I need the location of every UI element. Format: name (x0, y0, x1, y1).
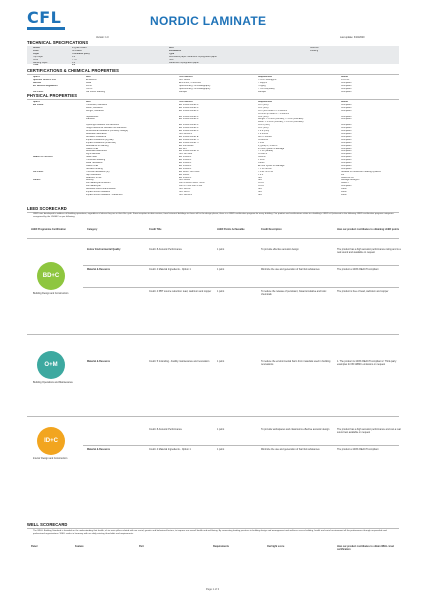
table-cell: Formaldehyde emission (86, 182, 111, 185)
table-cell: Test method (179, 76, 193, 78)
table-cell: Abrasion resistance (86, 135, 107, 138)
table-cell: Reach UF-40-0411 (33, 156, 53, 159)
table-cell: 18dB (341, 191, 347, 194)
table-cell: ≥4000 (258, 162, 265, 165)
table-cell: Squareness (86, 115, 99, 118)
divider (27, 99, 399, 100)
table-cell: < ± 14 N/mm² (258, 167, 272, 170)
table-cell: 0.2 (72, 61, 76, 64)
table-cell: N/A (258, 179, 262, 182)
table-cell: The product has a high acoustic performance and can a real sound test available on request (337, 428, 401, 435)
table-cell: Impact sound insulation (86, 191, 111, 194)
section-physical-properties: PHYSICAL PROPERTIES (27, 93, 78, 98)
table-cell: ±0.5 (mm) (258, 103, 269, 106)
table-cell: Compliant (341, 164, 352, 167)
section-leed-scorecard: LEED SCORECARD (27, 206, 67, 211)
table-cell: Compliant (341, 135, 352, 138)
table-cell: Backing Layer (33, 61, 48, 64)
table-cell: EN 13329 Annex A (179, 106, 199, 109)
table-cell: < ± 14 (Grade) (258, 150, 273, 153)
table-cell: The product has a high acoustic performance rating and is a real sound and available on request (337, 248, 401, 255)
table-cell: EN 13329 Annex A (179, 124, 199, 127)
table-cell: HDF (169, 58, 174, 61)
table-cell: To reduce the environmental harm from materials used in building renovations (261, 360, 331, 367)
table-cell: Compliant (341, 115, 352, 118)
table-cell: 1 point (217, 248, 225, 251)
table-cell: Class 1 (341, 182, 349, 185)
leed-badge-icon: ID+C (37, 427, 65, 455)
table-cell: Material & Resource (87, 268, 110, 271)
table-cell: EN 13329 Annex A (179, 109, 199, 112)
section-well-scorecard: WELL SCORECARD (27, 522, 68, 527)
table-cell: Compliant (341, 103, 352, 106)
table-cell: EU REACH Regulation (33, 84, 58, 87)
table-cell: Compliant (341, 144, 352, 147)
table-cell: EL 000 cycles no damage (258, 164, 285, 167)
table-cell: Spectrometry, chromatography (179, 87, 211, 90)
table-cell: 8.0 (72, 64, 76, 67)
table-cell: 1 point (217, 360, 225, 363)
table-cell: Decorative paper melamine impregnated paper (169, 55, 218, 58)
table-cell: Compliant (341, 132, 352, 135)
table-cell: Credit: 5 In-Ending - Facility maintenance and renovation (149, 360, 210, 363)
table-cell: Compliant (341, 141, 352, 144)
table-cell: PAHs (86, 84, 92, 87)
table-cell: Credit: 4 PBT source reduction: lead, cadmium and copper (149, 290, 212, 293)
table-cell: CE-14041 (33, 170, 44, 173)
table-cell: AC3 ≥ 4000R (258, 135, 272, 138)
table-cell: Density (86, 179, 94, 182)
table-cell: ≥6 with 4 (258, 153, 268, 156)
table-cell: Others (33, 179, 41, 182)
table-cell: In-grain Board (72, 47, 87, 49)
table-cell: Compliant (341, 118, 352, 121)
table-cell: 7.78 (72, 58, 77, 61)
table-cell: CE-14041 (33, 90, 44, 93)
table-cell: Glue-fell (310, 47, 319, 49)
table-cell: ≤ 0.05mm (258, 132, 269, 135)
divider (27, 334, 399, 335)
table-cell: Resistance to staining (86, 144, 109, 147)
table-cell: Suitable for underfloor heating systems (341, 170, 381, 173)
table-cell: 1 point (217, 290, 225, 293)
table-cell: Compliant (341, 81, 352, 84)
well-intro: The WELL Building Standard is founded on the understanding that health, of six main pillars related with our social, genetic and behavioral factors, to improve our overall health and well-being. By connecting leading practices in building design and management and wellness across building, health and social environment all the performance through responsible and professional organizations. WELL works in harmony with our daily existing thresholds and requirements. (33, 530, 387, 535)
table-cell: Specs (33, 101, 40, 103)
table-cell: Class Bfl-S1 (341, 176, 354, 179)
table-cell: Thermal resistance (R) (86, 170, 110, 173)
table-cell: Total (33, 64, 39, 67)
table-cell: EN 12667:ISO 8301 (179, 170, 200, 173)
leed-badge-caption: Interior Design and Construction (33, 457, 68, 460)
table-cell: ±0.15 (mm) (258, 124, 270, 127)
table-cell: Compliant (341, 150, 352, 153)
table-cell: EN 13329-1 (179, 164, 192, 167)
table-cell: Light fastness (86, 153, 101, 156)
table-cell: Compliant (341, 147, 352, 150)
table-cell: Core (33, 58, 38, 61)
table-cell: Castor chair (86, 164, 99, 167)
table-cell: Length: ≤ 0.50% (convex); ≤ 1.0% (concave) (258, 118, 304, 121)
table-cell: Compliant (341, 153, 352, 156)
column-header: Panel (31, 545, 38, 548)
leed-badge-caption: Building Operations and Maintenance (33, 381, 73, 384)
table-cell: SVHC (86, 87, 93, 90)
table-cell: EN 13501-1 (179, 176, 192, 179)
table-cell: N/A (258, 194, 262, 196)
table-cell: Adhesive sound transmission (86, 188, 116, 191)
table-cell: EN 425 (179, 147, 187, 150)
table-cell: Reaction to fire (86, 176, 102, 179)
leed-badge-icon: BD+C (37, 262, 65, 290)
table-cell: ≤0.05 (258, 185, 264, 188)
table-cell: Test method (179, 101, 193, 103)
leed-intro: LEED was developed to address all building operations, regardless of where they are in their life cycle. From inception to data centres, from historical buildings to those still in the design phase, there is a LEED certification program for every building. Our product and certifications relate to a building's LEED v4 (released in the following LEED certification program categories recognized by the USGBC as per following: (33, 213, 394, 218)
table-cell: Credit: 8 Acoustic Performance (149, 428, 182, 431)
table-cell: Formaldehyde (86, 185, 101, 188)
divider (27, 416, 399, 417)
table-cell: Impact resistance (small ball) (86, 141, 116, 144)
divider (27, 528, 399, 529)
table-cell: Spectrometry, chromatography (179, 84, 211, 87)
table-cell: EN 13329-1 (179, 159, 192, 162)
table-cell: EN 13329 Annex A (179, 130, 199, 133)
table-cell: VOC A+ (341, 78, 350, 81)
table-cell: Minimize the use and generation of harmful substances (261, 448, 320, 451)
row-divider (83, 287, 399, 288)
table-cell: Dimensional variations (humidity change) (86, 130, 129, 133)
table-cell: EN 13329-1 (179, 156, 192, 159)
table-cell: Installation (169, 49, 182, 52)
table-cell: CE 14041 Marking (86, 90, 106, 93)
table-header: Type (169, 52, 175, 55)
table-header: Thickness (mm) (72, 52, 90, 55)
table-cell: Multiple (179, 90, 187, 93)
table-cell: Average 880kg/m³ (341, 179, 360, 182)
table-cell: <mg/kg (258, 84, 266, 87)
table-cell: Openings between the elements (86, 124, 119, 127)
page-number: Page 1 of 3 (205, 588, 220, 591)
section-technical-specifications: TECHNICAL SPECIFICATIONS (27, 40, 89, 45)
column-header: Part (139, 545, 144, 548)
table-cell: To provide effective acoustic design (261, 248, 299, 251)
table-cell: EPA 3501, 3 3050-2B (179, 81, 201, 84)
column-header: LEED Points Achievable (217, 228, 245, 231)
table-cell: < 90ppm (258, 81, 268, 84)
column-header: LEED Programme Certification (31, 228, 66, 231)
column-header: How our product contributes to obtain WELL level certification (337, 545, 394, 552)
table-cell: N/A (258, 188, 262, 191)
table-cell: Credit: 4 Material Ingredients - Option 1 (149, 448, 191, 451)
row-divider (83, 265, 399, 266)
table-cell: Compliant (341, 162, 352, 165)
table-cell: The product is free of lead, cadmium and copper (337, 290, 389, 293)
table-cell: ±0.1 (mm) (258, 127, 269, 130)
table-cell: Credit: 8 Acoustic Performance (149, 248, 182, 251)
table-cell: ≥1400mm (258, 138, 269, 141)
table-cell: The product a 100% REACH compliant (337, 448, 379, 451)
last-update-label: Last update: 3/10/2020 (340, 36, 365, 39)
table-cell: EN 438 series (179, 144, 194, 147)
table-cell: Floating (310, 49, 319, 52)
table-cell: < SVHCs(mass) (258, 87, 275, 90)
table-cell: EN 13329 Annex A (179, 115, 199, 118)
table-cell: Compliant (341, 84, 352, 87)
table-cell: TVOC<1000µg/m³ (258, 78, 277, 81)
table-cell: Compliant (341, 138, 352, 141)
table-cell: Credit: 4 Material Ingredients - Option 1 (149, 268, 191, 271)
table-cell: ±0.1 (mm) (258, 106, 269, 109)
table-cell: ISO 105 B02 (179, 153, 193, 156)
table-cell: Slip resistance (86, 173, 101, 176)
table-cell: ≥BN/m² (258, 156, 266, 159)
table-cell: ASTM 7433 PAPS 120 (179, 185, 203, 188)
table-cell: EN 13329 Annex H (179, 138, 199, 141)
table-cell: EN 13329 Annex A (179, 118, 199, 121)
table-cell: Impact resistance (big ball) (86, 138, 114, 141)
table-cell: Top Layer (33, 55, 44, 58)
table-row (33, 91, 402, 94)
table-cell: Static load (86, 156, 97, 159)
table-cell: EN 13329 Annex A (179, 103, 199, 106)
section-certifications: CERTIFICATIONS & CHEMICAL PROPERTIES (27, 68, 119, 73)
table-cell: Drib (169, 47, 174, 49)
table-cell: EN 13329-1 (179, 167, 192, 170)
column-header: Feature (75, 545, 84, 548)
physical-properties-table (33, 101, 402, 197)
table-cell: ≤ 0.9 (mm) (258, 130, 270, 133)
column-header: Requirements (213, 545, 229, 548)
table-cell: Sponsor BL/DCL 341 (33, 78, 56, 81)
table-cell: N/A (258, 191, 262, 194)
table-cell: Flatness (86, 118, 95, 121)
leed-badge-icon: O+M (37, 351, 65, 379)
table-cell: Height difference between the elements (86, 127, 127, 130)
column-header: How our product contributes to obtaining LEED points (337, 228, 400, 231)
table-cell: Width, tolerance (86, 106, 103, 109)
table-cell: Compliant (341, 90, 352, 93)
row-divider (83, 445, 399, 446)
certifications-table (33, 76, 402, 93)
table-cell: Lead (86, 81, 92, 84)
table-cell: N/A (258, 176, 262, 179)
table-row (33, 194, 402, 197)
divider (27, 238, 399, 239)
table-cell: EN 13329 Annex H (179, 141, 199, 144)
table-cell: ~ 0.01 m²·K/W (258, 170, 273, 173)
table-cell: Compliant (341, 109, 352, 112)
leed-badge-caption: Building Design and Construction (33, 292, 69, 295)
table-cell: ISO 16000 (179, 78, 190, 81)
brand-logo (27, 10, 67, 30)
table-cell: The product a 100% REACH compliant (337, 268, 379, 271)
divider (27, 74, 399, 75)
table-cell: Bulkhead swell/ence (86, 150, 107, 153)
table-cell: Thickness swelling (86, 159, 106, 162)
table-cell: Surface bonding (86, 167, 103, 170)
table-cell: Compliant (341, 127, 352, 130)
table-cell: Compliant (341, 106, 352, 109)
table-cell (33, 194, 86, 197)
table-cell: To provide workspaces and classrooms effective acoustic design (261, 428, 330, 431)
table-cell: 0.2 (72, 55, 76, 58)
table-cell: Brand (33, 47, 40, 49)
table-cell: Item (86, 76, 91, 78)
table-cell: 1. The product is 100% REACH compliant 2. Third-party examples for 80 GBMC emissions on request (337, 360, 397, 367)
table-cell: 34dB (341, 188, 347, 191)
table-cell: Item (86, 101, 91, 103)
table-row (33, 64, 320, 67)
table-cell: Thickness, tolerance (86, 103, 108, 106)
table-cell: Indoor Environmental Quality (87, 248, 121, 251)
table-cell: Wear resistance (86, 162, 103, 165)
table-cell: Castor chair (86, 147, 99, 150)
version-label: Version: 1.0 (96, 36, 109, 39)
table-cell: Specs (33, 76, 40, 78)
table-cell: 25 000 cycles no damage (258, 147, 285, 150)
column-header: Credit Description (261, 228, 282, 231)
table-cell: To reduce the release of persistent, bioaccumulative and toxic chemicals (261, 290, 327, 297)
table-cell: ±0.2 (mm) (258, 115, 269, 118)
table-cell: ≤ 18% (258, 159, 265, 162)
column-header: Our/right score (267, 545, 285, 548)
table-cell: Result (341, 76, 349, 78)
table-cell: Compliant (341, 87, 352, 90)
table-cell: Minimize the use and generation of harmful substances (261, 268, 320, 271)
table-cell: Impact sound insulation - Reduction (86, 194, 123, 196)
table-cell: ISO 140-8 (179, 191, 190, 194)
table-cell: Material & Resource (87, 448, 110, 451)
table-cell: Compliant (341, 185, 352, 188)
logo-text: CFL (27, 8, 62, 27)
table-cell: Length, tolerance (86, 109, 104, 112)
table-cell: Melamine impregnated paper (169, 61, 199, 64)
table-header: Layer (33, 52, 40, 55)
table-cell: Requirement (258, 101, 273, 103)
table-cell: Compliant (341, 124, 352, 127)
table-cell: EN 13329 (33, 103, 44, 106)
table-cell: Compliant (341, 167, 352, 170)
table-cell: ±0.5 (mm when L ≤ 1500mm (258, 109, 288, 112)
table-cell: Requirement (258, 76, 273, 78)
table-cell: ISO 24343-1 (179, 132, 193, 135)
table-cell: Uncoated (72, 49, 82, 52)
tech-spec-table (33, 47, 320, 67)
table-cell: EN 13329-1 (179, 162, 192, 165)
table-cell: Look (33, 49, 39, 52)
table-cell: Result (341, 101, 349, 103)
table-cell: Residual indentation (86, 132, 107, 135)
table-cell: EN 13329 Annex G (179, 150, 199, 153)
table-cell: DS (341, 173, 345, 176)
column-header: Category (87, 228, 98, 231)
page-title: NORDIC LAMINATE (150, 14, 267, 28)
table-cell: ≥ 0.3 (258, 173, 264, 176)
table-cell: 1 point (217, 268, 225, 271)
table-cell: 19dB (341, 194, 347, 196)
table-cell: Compliant (341, 130, 352, 133)
table-cell: Multiple (258, 90, 266, 93)
table-cell: EN 13329 Annex E (179, 135, 199, 138)
table-cell: 4, group 1, 2 and 3 (258, 144, 278, 147)
table-cell: ISO 10140-3 (179, 194, 193, 196)
table-cell: 1 point (217, 428, 225, 431)
table-cell: Width: ≤ 0.10% (convex); ≤ 0.15% (concave) (258, 121, 304, 124)
table-cell: Material & Resource (87, 360, 110, 363)
column-header: Credit Title (149, 228, 162, 231)
table-cell: ±0.3mm (in when L > 1500mm (258, 112, 289, 115)
table-cell: ISO 140-11 (179, 188, 191, 191)
table-cell: ≤0.05 (258, 182, 264, 185)
logo-underline (27, 27, 65, 30)
table-cell: EN 14041 (179, 173, 190, 176)
table-cell: 1 point (217, 448, 225, 451)
table-cell: ISO 21993 (179, 179, 190, 182)
table-cell: REACH (33, 81, 42, 84)
table-cell: Emissions (86, 78, 97, 81)
table-cell: Compliant (341, 156, 352, 159)
table-cell: EN 13329 Annex A (179, 127, 199, 130)
table-cell: ASTM D6007:EPA TSCA (179, 182, 205, 185)
table-cell: Compliant (341, 159, 352, 162)
table-cell: ≥ 15N (258, 141, 265, 144)
